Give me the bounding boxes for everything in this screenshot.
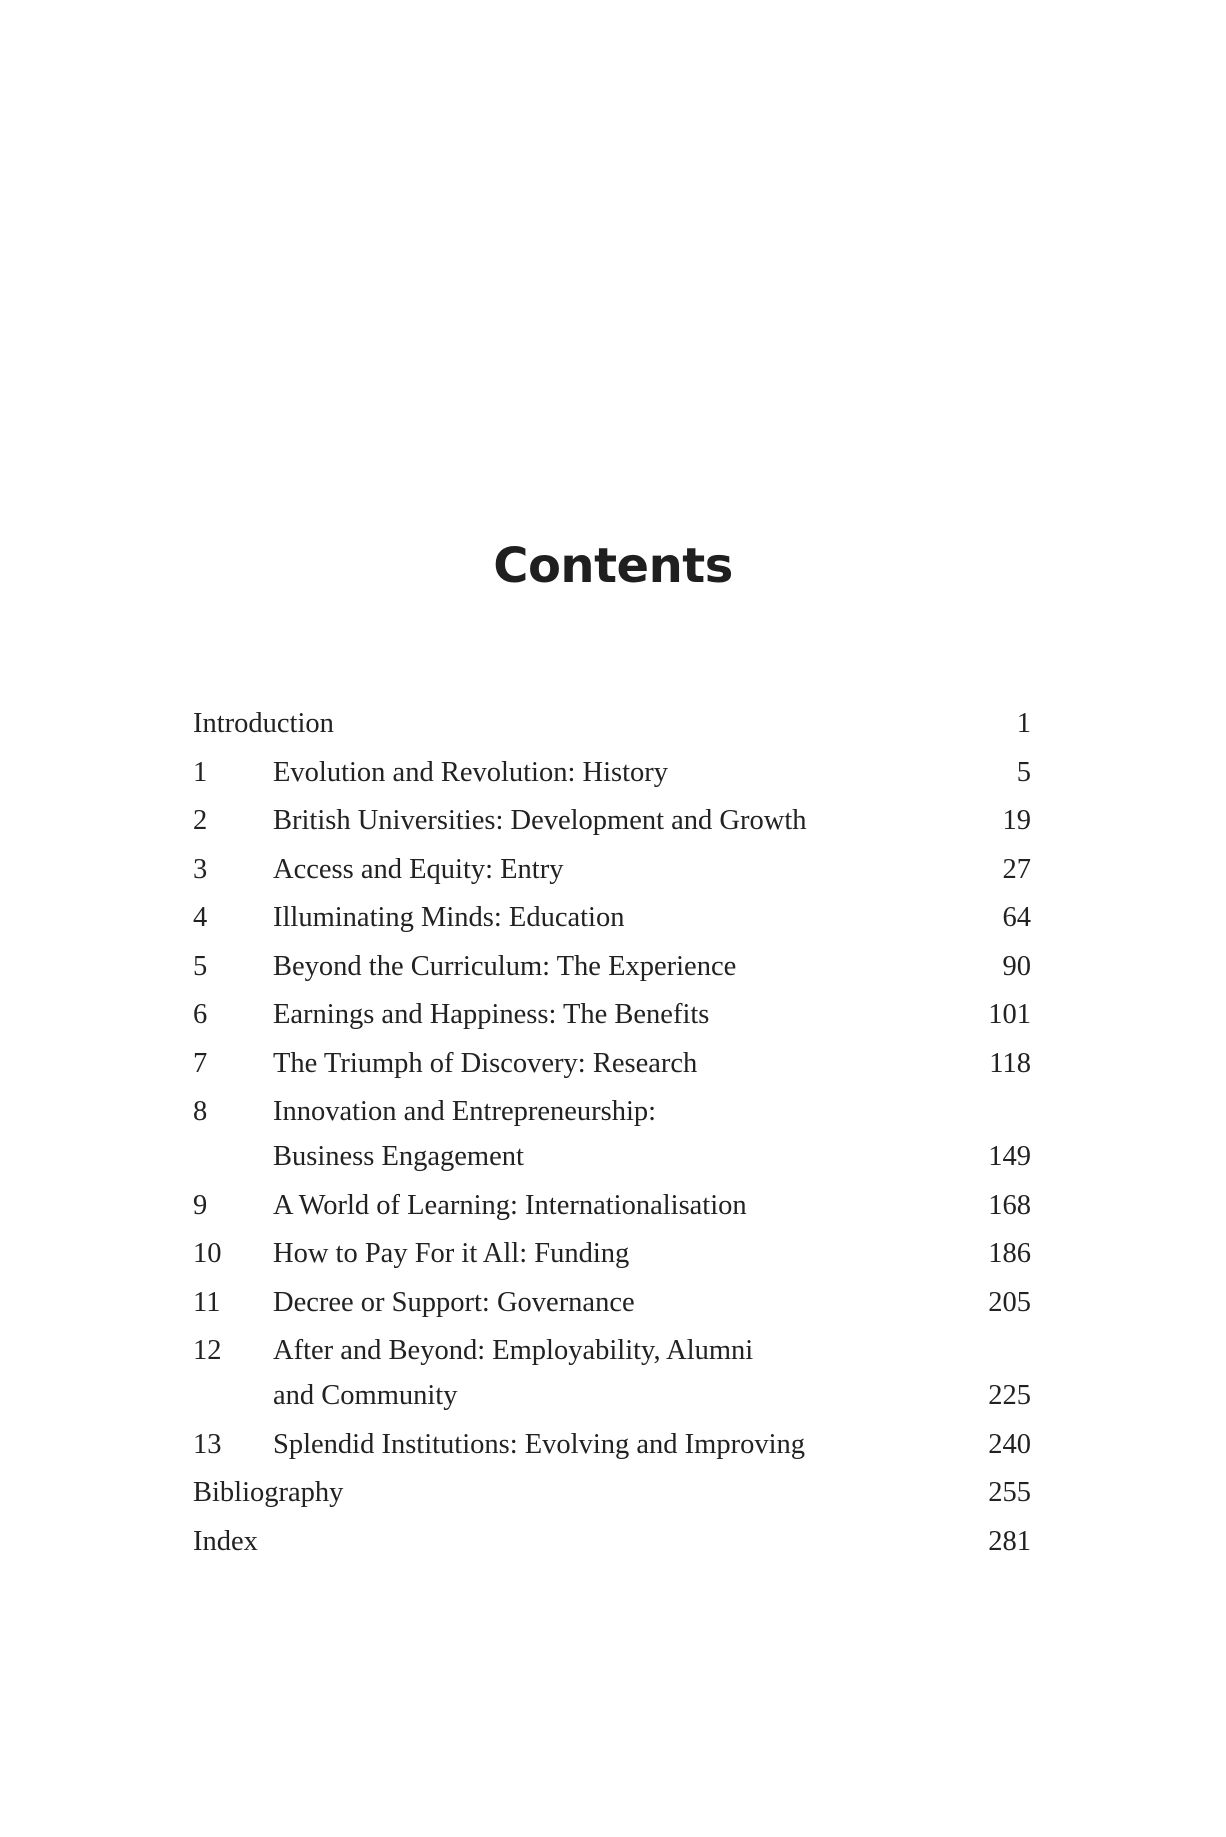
toc-entry	[193, 1182, 1031, 1231]
toc-entry-title: After and Beyond: Employability, Alumni	[273, 1335, 754, 1366]
toc-entry-title: A World of Learning: Internationalisation	[273, 1189, 747, 1221]
toc-entry-title: Earnings and Happiness: The Benefits	[273, 999, 710, 1030]
toc-entry	[193, 991, 1031, 1040]
toc-entry-title: Index	[193, 1525, 258, 1557]
toc-entry-title: Decree or Support: Governance	[273, 1286, 635, 1318]
toc-entry-number: 9	[193, 1189, 208, 1221]
toc-entry-number: 10	[193, 1238, 222, 1269]
toc-entry-page: 27	[1002, 853, 1031, 885]
toc-entry	[193, 1421, 1031, 1470]
toc-entry-index	[193, 1518, 1031, 1567]
toc-entry-title: Beyond the Curriculum: The Experience	[273, 950, 737, 982]
toc-entry-page: 64	[1002, 902, 1031, 933]
toc-entry-introduction	[193, 700, 1031, 749]
toc-entry-number: 11	[193, 1286, 221, 1318]
table-of-contents	[193, 700, 1031, 1566]
page-title: Contents	[493, 538, 733, 594]
toc-entry-page: 5	[1016, 756, 1031, 788]
toc-entry	[193, 846, 1031, 895]
toc-entry-title: How to Pay For it All: Funding	[273, 1238, 630, 1269]
toc-entry-title-continued: Business Engagement	[273, 1141, 524, 1172]
toc-entry-title: British Universities: Development and Growth	[273, 805, 807, 836]
toc-entry	[193, 797, 1031, 846]
toc-entry-page: 255	[988, 1477, 1031, 1508]
toc-entry-continuation	[193, 1133, 1031, 1182]
toc-entry-number: 5	[193, 950, 208, 982]
toc-entry	[193, 1088, 1031, 1133]
toc-entry	[193, 894, 1031, 943]
toc-entry-number: 6	[193, 999, 208, 1030]
toc-entry-title: Bibliography	[193, 1477, 344, 1508]
toc-entry-page: 118	[989, 1047, 1031, 1079]
toc-entry-number: 8	[193, 1096, 208, 1127]
toc-entry-continuation	[193, 1372, 1031, 1421]
toc-entry-page: 19	[1002, 805, 1031, 836]
toc-entry-page: 1	[1016, 708, 1031, 739]
toc-entry-page: 149	[988, 1141, 1031, 1172]
toc-entry-page: 90	[1002, 950, 1031, 982]
toc-entry-number: 2	[193, 805, 208, 836]
toc-entry-number: 7	[193, 1047, 208, 1079]
toc-entry-title: Access and Equity: Entry	[273, 853, 564, 885]
toc-entry-page: 281	[988, 1525, 1031, 1557]
toc-entry-number: 12	[193, 1335, 222, 1366]
toc-entry-title: Innovation and Entrepreneurship:	[273, 1096, 657, 1127]
toc-entry-page: 186	[988, 1238, 1031, 1269]
toc-entry	[193, 1040, 1031, 1089]
toc-entry-page: 168	[988, 1189, 1031, 1221]
toc-entry-page: 101	[988, 999, 1031, 1030]
toc-entry-title: The Triumph of Discovery: Research	[273, 1047, 698, 1079]
toc-entry-title: Evolution and Revolution: History	[273, 756, 669, 788]
toc-entry	[193, 749, 1031, 798]
toc-entry-title: Illuminating Minds: Education	[273, 902, 625, 933]
toc-entry-title: Introduction	[193, 708, 334, 739]
toc-entry-bibliography	[193, 1469, 1031, 1518]
toc-entry-number: 4	[193, 902, 208, 933]
toc-entry	[193, 1230, 1031, 1279]
toc-entry-number: 13	[193, 1428, 222, 1460]
toc-entry	[193, 1279, 1031, 1328]
toc-entry-number: 1	[193, 756, 208, 788]
toc-entry	[193, 943, 1031, 992]
toc-entry-page: 225	[988, 1380, 1031, 1411]
toc-entry-page: 205	[988, 1286, 1031, 1318]
toc-entry-page: 240	[988, 1428, 1031, 1460]
toc-entry-number: 3	[193, 853, 208, 885]
toc-entry-title-continued: and Community	[273, 1380, 458, 1411]
toc-entry	[193, 1327, 1031, 1372]
toc-entry-title: Splendid Institutions: Evolving and Improving	[273, 1428, 805, 1460]
